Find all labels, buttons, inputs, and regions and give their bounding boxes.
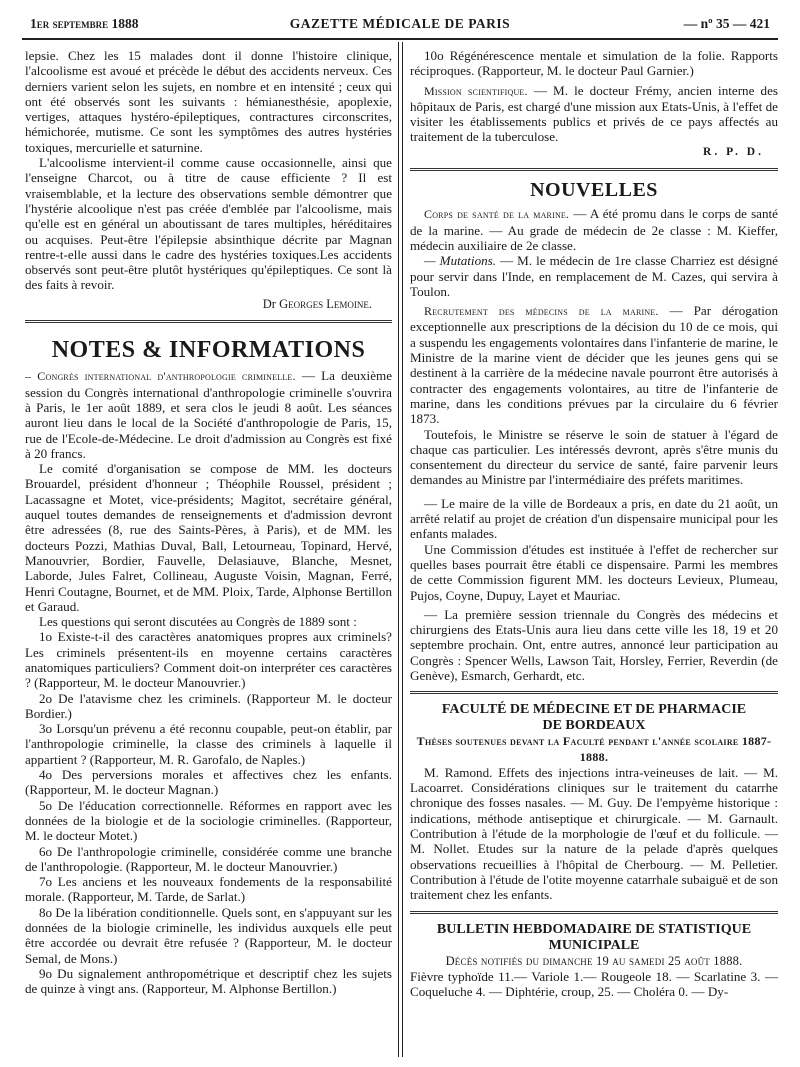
corps-label: Corps de santé de la marine. [424, 207, 570, 222]
article-initials: R. P. D. [703, 145, 764, 158]
mutations-paragraph [410, 253, 778, 299]
question-item: 8o De la libération conditionnelle. Quels sont, en s'appuyant sur les données de la biologie criminelle, les individus auxquels elle peut être accordée ou devrait être refusée ? (Rapporteur, M. le docteur Semal, de Mons.) [25, 904, 392, 966]
header-date: 1er septembre 1888 [30, 16, 139, 31]
question-item: 6o De l'anthropologie criminelle, considérée comme une branche de l'anthropologie. (Rapporteur, M. le docteur Manouvrier.) [25, 843, 392, 874]
signature-name: Georges Lemoine. [279, 296, 372, 311]
mission-paragraph [410, 83, 778, 145]
running-head [30, 14, 770, 34]
article-paragraph: lepsie. Chez les 15 malades dont il donne l'histoire clinique, l'alcoolisme est avoué et précède le début des accidents nerveux. Ces derniers varient selon les sujets, en nombre et en intensité ; ceux qui ont été observés sont les suivants : hémianesthésie, apoplexie, vertiges, attaques hystéro-épileptiques, contractures circonscrites, hémichorée, mutisme. Ce sont les symptômes des autres hystéries toxiques, mercurielle et saturnine. [25, 48, 392, 155]
column-rule-inner [402, 42, 403, 1057]
bulletin-title-line-2: MUNICIPALE [548, 937, 640, 953]
signature-prefix: Dr [262, 296, 280, 311]
header-journal-title: GAZETTE MÉDICALE DE PARIS [289, 16, 511, 31]
question-item: 10o Régénérescence mentale et simulation de la folie. Rapports réciproques. (Rapporteur, M. le docteur Paul Garnier.) [410, 48, 778, 79]
header-issue: — nº 35 — 421 [683, 16, 770, 31]
congress-paragraph [25, 368, 392, 461]
recrutement-label: Recrutement des médecins de la marine. [424, 304, 659, 319]
mutations-text: — M. le médecin de 1re classe Charriez est désigné pour servir dans l'Inde, en remplacement de M. Cazes, qui servira à Toulon. [410, 253, 778, 299]
theses-heading: Thèses soutenues devant la Faculté pendant l'année scolaire 1887-1888. [416, 734, 772, 764]
section-divider [410, 691, 778, 694]
article-signature [25, 297, 372, 312]
question-item: 9o Du signalement anthropométrique et descriptif chez les sujets de quinze à vingt ans. (Rapporteur, M. Alphonse Bertillon.) [25, 965, 392, 997]
bulletin-title [410, 922, 778, 954]
section-divider [410, 911, 778, 914]
question-item: 4o Des perversions morales et affectives chez les enfants. (Rapporteur, M. le docteur Magnan.) [25, 767, 392, 798]
right-column [410, 48, 778, 999]
question-item: 5o De l'éducation correctionnelle. Réformes en rapport avec les données de la biologie et de la sociologie criminelles. (Rapporteur, M. le docteur Motet.) [25, 797, 392, 844]
corps-text: — A été promu dans le corps de santé de la marine. — Au grade de médecin de 2e classe : M. Kieffer, médecin auxiliaire de 2e classe. [410, 206, 778, 253]
section-divider [25, 320, 392, 323]
nouvelles-section-title: NOUVELLES [530, 179, 658, 202]
us-congress-paragraph: — La première session triennale du Congrès des médecins et chirurgiens des Etats-Unis aura lieu dans cette ville les 18, 19 et 20 septembre prochain. Ont, entre autres, annoncé leur participation au Congrès : Spencer Wells, Lawson Tait, Horsley, Ferrier, Reverdin (de Genève), Esmarch, Gerhardt, etc. [410, 606, 778, 683]
faculte-title [410, 702, 778, 734]
commission-paragraph: Une Commission d'études est instituée à l'effet de rechercher sur quelles bases pourrait être établi ce dispensaire. Parmi les membres de cette Commission figurent MM. les docteurs Levieux, Plumeau, Pujos, Coyne, Dupuy, Layet et Mauriac. [410, 541, 778, 603]
toutefois-paragraph: Toutefois, le Ministre se réserve le soin de statuer à l'égard de chaque cas particulier. Les intéressés devront, après s'être munis du consentement du directeur du service de santé, faire parvenir leurs demandes au Ministre par l'intermédiaire des préfets maritimes. [410, 426, 778, 488]
article-paragraph: L'alcoolisme intervient-il comme cause occasionnelle, ainsi que l'enseigne Charcot, ou à titre de cause efficiente ? Il est vraisemblable, et la lecture des observations semble démontrer que l'hystérie alcoolique n'est pas créée d'emblée par l'alcoolisme, mais qu'elle est en général un aboutissant de tares multiples, héréditaires ou acquises. Peut-être l'épilepsie absinthique décrite par Magnan rentre-t-elle aussi dans le cadre des hystéries toxiques.Les accidents observés sont peut-être plutôt hystériques qu'épileptiques. Ce sont là des faits à revoir. [25, 155, 392, 293]
bordeaux-paragraph: — Le maire de la ville de Bordeaux a pris, en date du 21 août, un arrêté relatif au projet de création d'un dispensaire municipal pour les enfants malades. [410, 495, 778, 542]
bulletin-paragraph: Fièvre typhoïde 11.— Variole 1.— Rougeole 18. — Scarlatine 3. — Coqueluche 4. — Diphtérie, croup, 25. — Choléra 0. — Dy- [410, 968, 778, 1000]
column-rule [398, 42, 399, 1057]
question-item: 7o Les anciens et les nouveaux fondements de la responsabilité morale. (Rapporteur, M. Tarde, de Sarlat.) [25, 874, 392, 905]
questions-intro: Les questions qui seront discutées au Congrès de 1889 sont : [39, 614, 357, 630]
mission-text: — M. le docteur Frémy, ancien interne des hôpitaux de Paris, est chargé d'une mission aux Etats-Unis, à l'effet de visiter les établissements publics et privés de ce pays affectés au traitement de la tuberculose. [410, 82, 778, 145]
congress-text: — La deuxième session du Congrès international d'anthropologie criminelle s'ouvrira à Paris, le 1er août 1889, et sera clos le jeudi 8 août. Les séances auront lieu dans le local de la Société d'anthropologie de Paris, 15, rue de l'Ecole-de-Médecine. Le droit d'admission au Congrès est fixé à 20 francs. [25, 368, 393, 461]
bulletin-title-line-1: BULLETIN HEBDOMADAIRE DE STATISTIQUE [436, 921, 752, 937]
recrutement-paragraph [410, 303, 778, 426]
section-divider [410, 168, 778, 171]
question-item: 1o Existe-t-il des caractères anatomiques propres aux criminels? Les criminels présentent-ils en moyenne certains caractères anatomiques particuliers? Comment doit-on interpréter ces caractères ? (Rapporteur, M. le docteur Manouvrier.) [25, 629, 392, 691]
bulletin-dates: Décès notifiés du dimanche 19 au samedi 25 août 1888. [445, 953, 743, 968]
congress-label: – Congrès international d'anthropologie criminelle. [25, 369, 296, 384]
theses-paragraph: M. Ramond. Effets des injections intra-veineuses de lait. — M. Lacoarret. Considérations cliniques sur le traitement du catarrhe chronique des fosses nasales. — M. Guy. De l'empyème historique : indications, méthode antiseptique et chirurgicale. — M. Garnault. Contribution à l'étude de la morphologie de l'œuf et du follicule. — M. Nollet. Etudes sur la nature de la pelade d'après quelques observations recueillies à l'hôpital de Cherbourg. — M. Pelletier. Contribution à l'étude de l'otite moyenne catarrhale subaiguë et de son traitement chez les enfants. [410, 764, 778, 903]
recrutement-text: — Par dérogation exceptionnelle aux prescriptions de la décision du 10 de ce mois, qui a suspendu les engagements volontaires dans l'infanterie de marine, le Ministre de la marine vient de décider que les jeunes gens qui se destinent à la carrière de la médecine navale pourront être autorisés à contracter des engagements volontaires, au titre de l'infanterie de marine, dans les conditions prévues par la circulaire du 6 février 1873. [410, 303, 778, 427]
faculte-title-line-1: FACULTÉ DE MÉDECINE ET DE PHARMACIE [441, 702, 747, 718]
header-rule [22, 38, 778, 40]
left-column [25, 48, 392, 997]
mission-label: Mission scientifique. [424, 83, 528, 98]
question-item: 3o Lorsqu'un prévenu a été reconnu coupable, peut-on établir, par l'anthropologie criminelle, la classe des criminels à laquelle il appartient ? (Rapporteur, M. R. Garofalo, de Naples.) [25, 721, 392, 767]
notes-section-title: NOTES & INFORMATIONS [51, 337, 366, 364]
committee-paragraph: Le comité d'organisation se compose de MM. les docteurs Brouardel, président d'honneur ; Théophile Roussel, président ; Lacassagne et Motet, vice-présidents; Magitot, secrétaire général, auquel toutes demandes de renseignements et d'admission devront être adressées (8, rue des Saints-Pères, à Paris), et de MM. les docteurs Pozzi, Mathias Duval, Ball, Letourneau, Topinard, Hervé, Manouvrier, Bordier, Fauvelle, Delasiauve, Blanche, Mesnet, Laborde, Jules Falret, Collineau, Auguste Voisin, Magnan, Ferré, Henri Coutagne, Bournet, et de MM. Ploix, Tarde, Alphonse Bertillon et Garaud. [25, 461, 392, 614]
mutations-label: — Mutations. [424, 253, 497, 269]
question-item: 2o De l'atavisme chez les criminels. (Rapporteur M. le docteur Bordier.) [25, 690, 392, 721]
faculte-title-line-2: DE BORDEAUX [542, 718, 646, 734]
corps-paragraph [410, 206, 778, 253]
